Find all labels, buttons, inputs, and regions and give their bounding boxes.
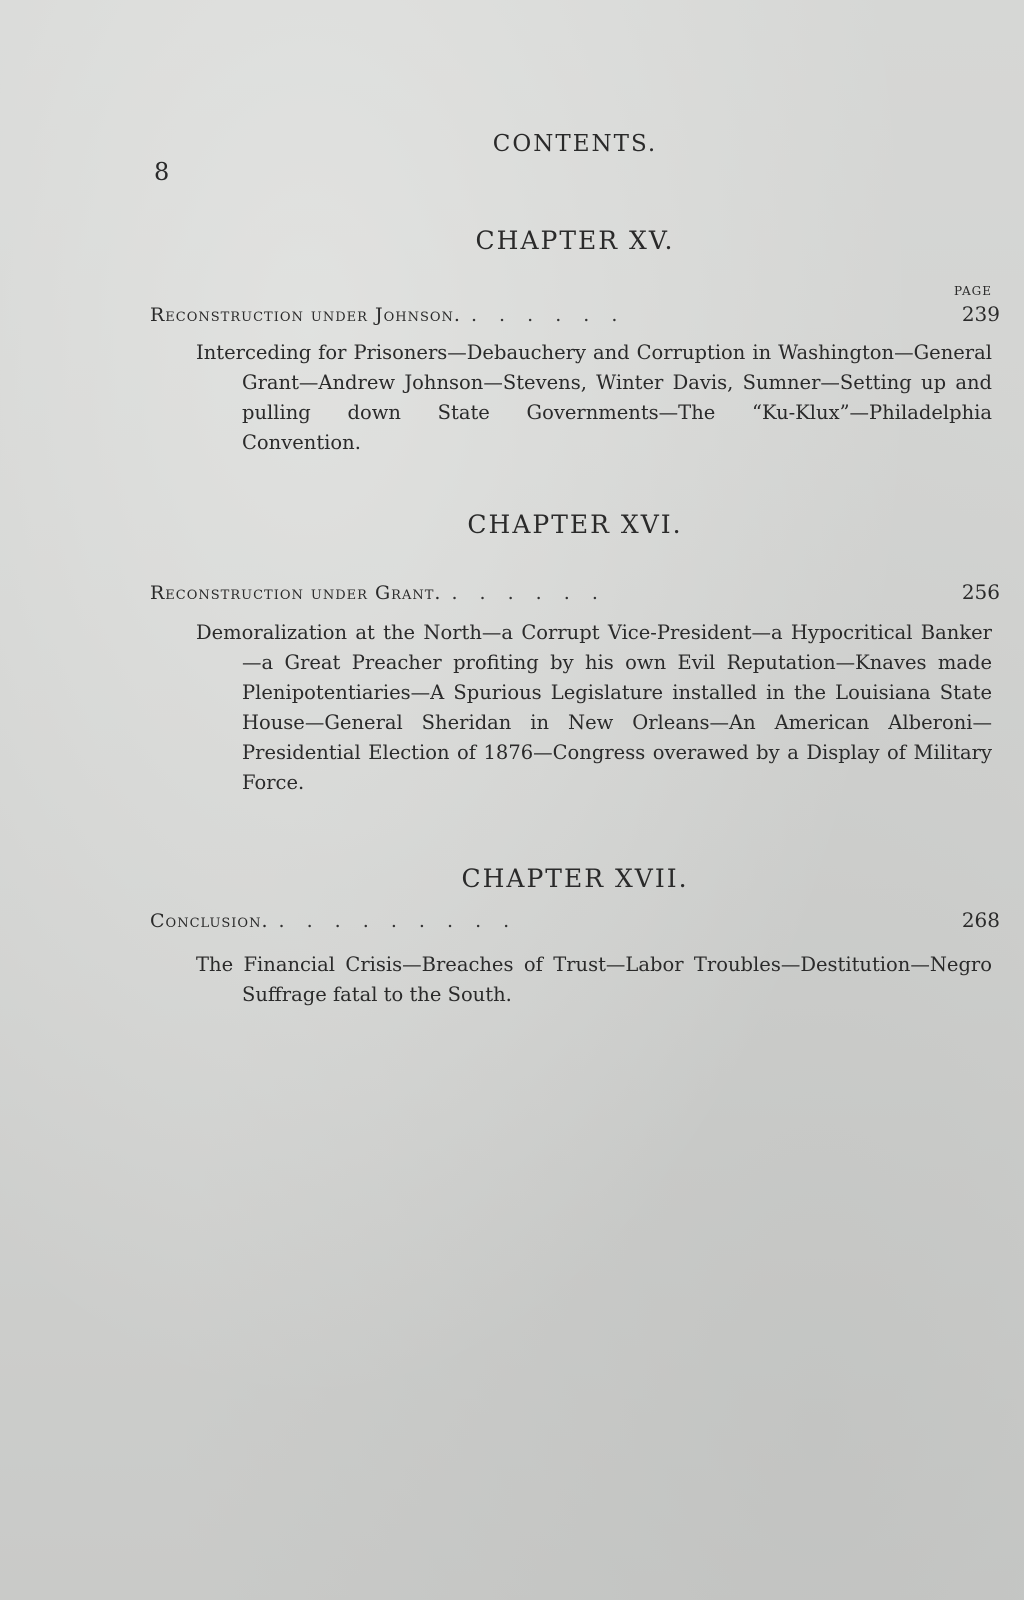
entry-page-number: 268 [961, 908, 1000, 932]
chapter-heading: CHAPTER XVI. [467, 510, 683, 539]
toc-entry[interactable] [150, 908, 1000, 932]
chapter-summary: Interceding for Prisoners—Debauchery and Corruption in Washington—General Grant—Andrew Johnson—Stevens, Winter Davis, Sumner—Setting up and pulling down State Governments—The “Ku-Klux”—Philadelphia Convention. [196, 341, 992, 454]
entry-page-number: 239 [961, 302, 1000, 326]
chapter-heading: CHAPTER XV. [475, 226, 675, 255]
dot-leader: . . . . . . [451, 582, 606, 604]
chapter-heading: CHAPTER XVII. [461, 864, 689, 893]
dot-leader: . . . . . . . . . [278, 910, 518, 932]
chapter-summary: The Financial Crisis—Breaches of Trust—Labor Troubles—Destitution—Negro Suffrage fatal to the South. [196, 953, 992, 1006]
running-head: CONTENTS. [492, 131, 658, 157]
entry-title: Reconstruction under Johnson. [150, 304, 461, 326]
entry-page-number: 256 [961, 580, 1000, 604]
page-number: 8 [154, 158, 171, 186]
toc-entry[interactable] [150, 580, 1000, 604]
toc-entry[interactable] [150, 302, 1000, 326]
chapter-summary: Demoralization at the North—a Corrupt Vice-President—a Hypocritical Banker—a Great Preacher profiting by his own Evil Reputation—Knaves made Plenipotentiaries—A Spurious Legislature installed in the Louisiana State House—General Sheridan in New Orleans—An American Alberoni—Presidential Election of 1876—Congress overawed by a Display of Military Force. [196, 621, 992, 794]
dot-leader: . . . . . . [470, 304, 626, 326]
entry-title: Conclusion. [150, 910, 269, 932]
page-column-label: PAGE [954, 284, 992, 298]
entry-title: Reconstruction under Grant. [150, 582, 442, 604]
